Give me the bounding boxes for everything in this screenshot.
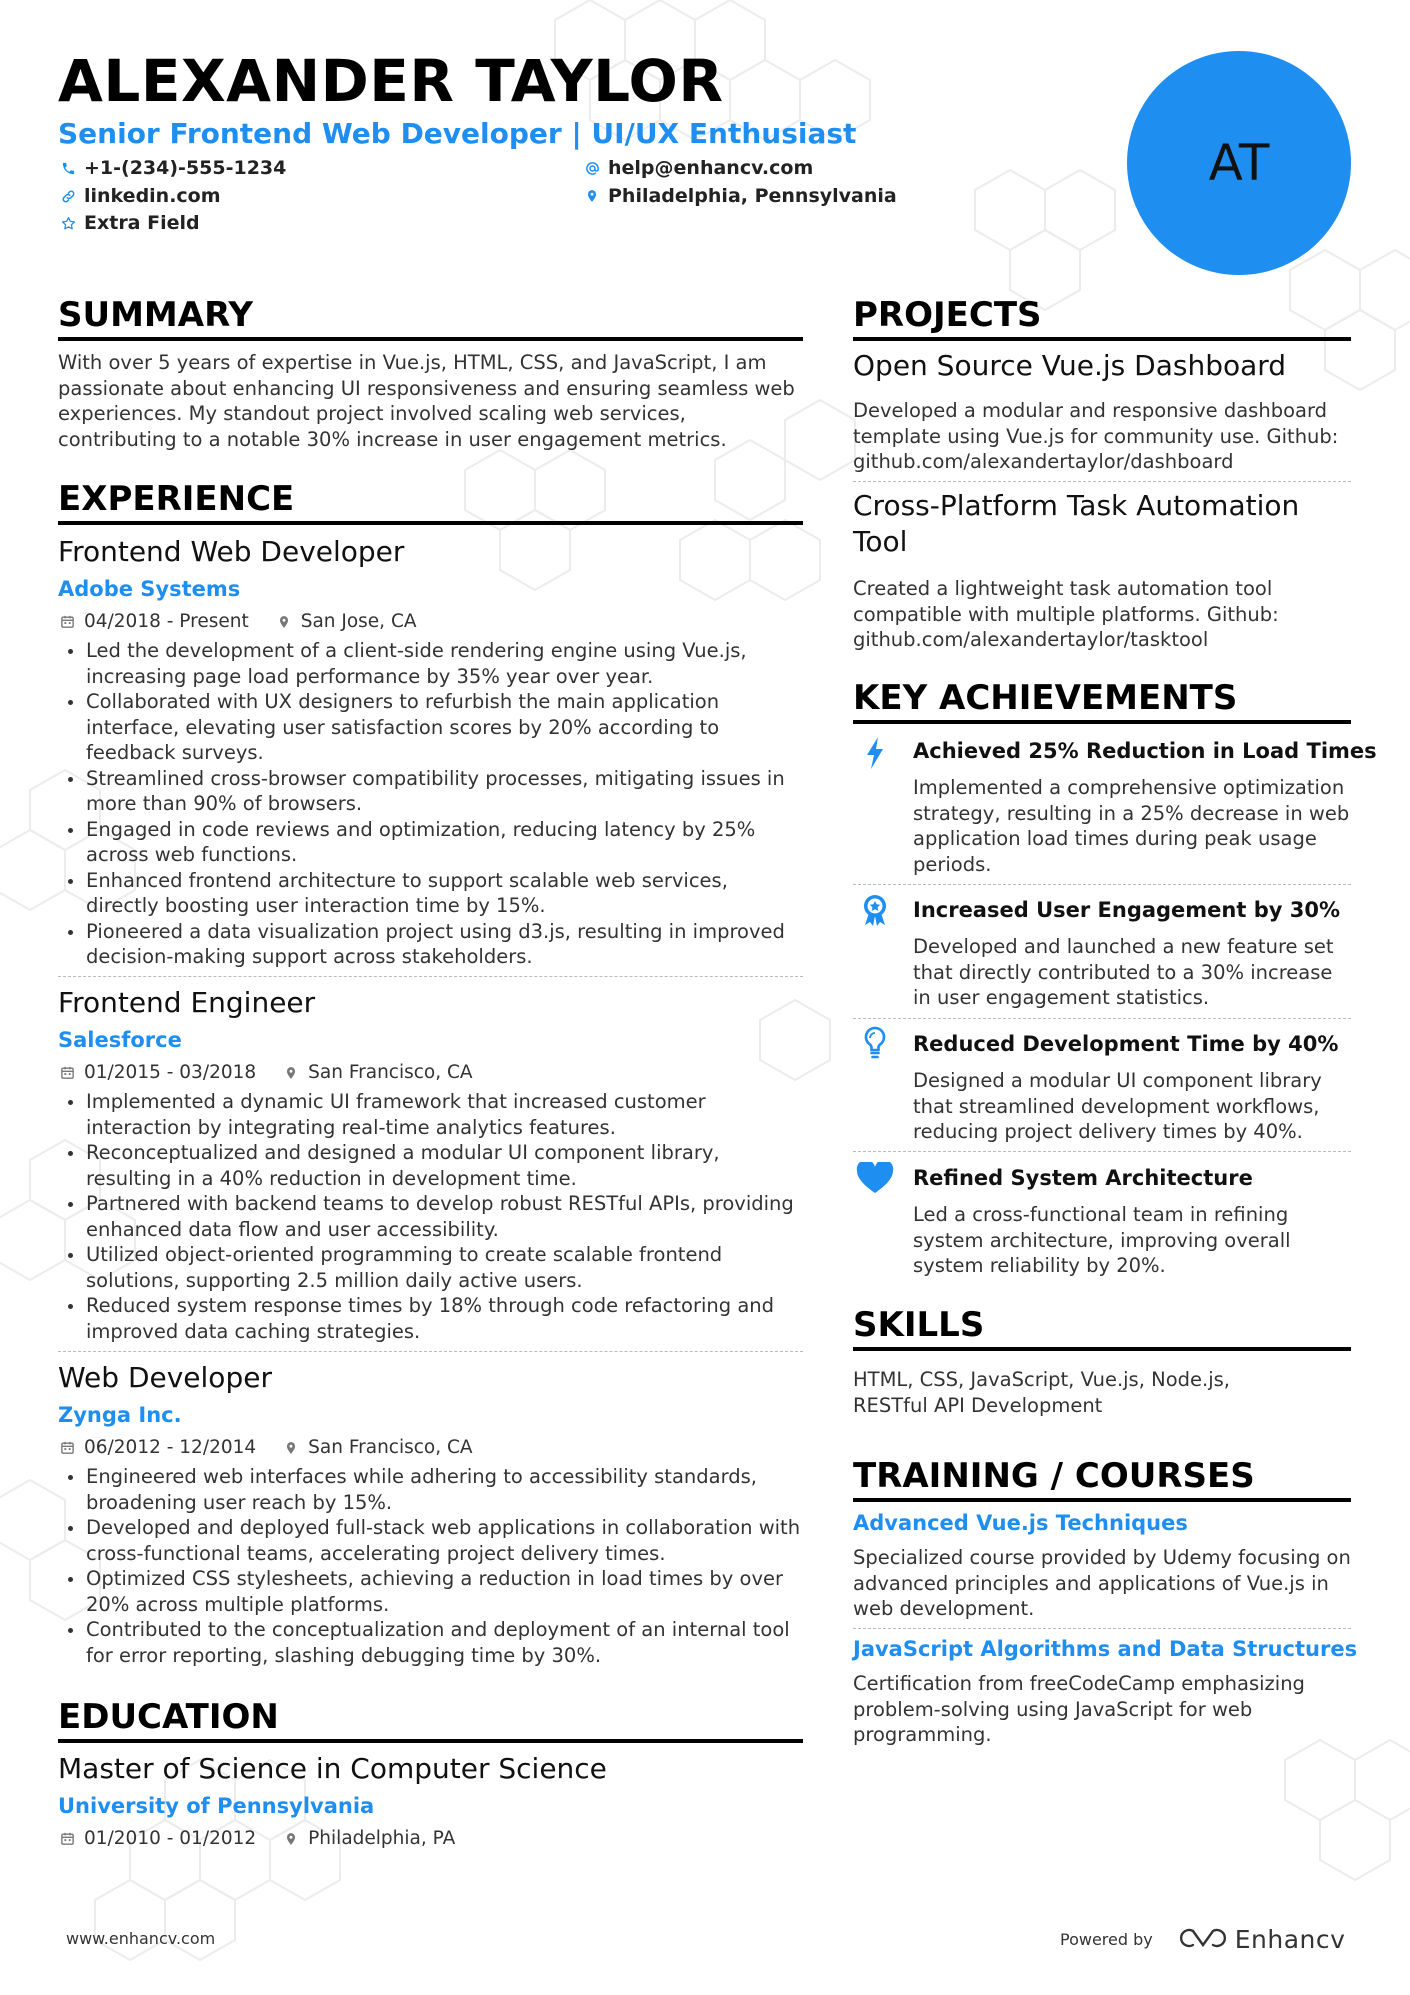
job-location: San Francisco, CA [308,1437,473,1458]
location-pin-icon [584,188,600,204]
award-ribbon-icon [860,893,890,927]
job-meta [60,1436,473,1460]
calendar-icon [60,1065,76,1081]
location-pin-icon [284,1831,300,1847]
list-item: Engineered web interfaces while adhering to accessibility standards, broadening user reach by 15%. [58,1464,803,1515]
project-desc: Developed a modular and responsive dashboard template using Vue.js for community use. Github: github.com/alexandertaylor/dashboard [853,399,1339,473]
divider [58,1351,803,1352]
projects-heading: PROJECTS [853,295,1351,341]
list-item: Collaborated with UX designers to refurbish the main application interface, elevating user satisfaction scores by 20% according to feedback surveys. [58,689,803,766]
at-sign-icon [584,160,600,176]
education-heading: EDUCATION [58,1697,803,1743]
footer-powered-by[interactable] [1060,1925,1345,1954]
contact-phone[interactable] [60,155,286,181]
education-meta [60,1827,455,1851]
lightning-bolt-icon [860,736,890,770]
job-company: Adobe Systems [58,577,241,601]
job-dates: 01/2015 - 03/2018 [84,1062,257,1083]
divider [58,976,803,977]
candidate-name: ALEXANDER TAYLOR [58,47,724,115]
contact-email[interactable] [584,155,813,181]
experience-heading: EXPERIENCE [58,479,803,525]
achievement-desc: Implemented a comprehensive optimization strategy, resulting in a 25% decrease in web application load times during peak usage periods. [913,776,1350,876]
job-meta [60,610,417,634]
training-heading: TRAINING / COURSES [853,1456,1351,1502]
job-bullets [58,1464,803,1668]
job-bullets [58,638,803,970]
achievement-desc: Designed a modular UI component library that streamlined development workflows, reducing project delivery times by 40%. [913,1069,1322,1143]
course-title: JavaScript Algorithms and Data Structures [853,1637,1358,1661]
achievement-title: Increased User Engagement by 30% [913,898,1341,922]
project-title: Open Source Vue.js Dashboard [853,349,1287,382]
education-school: University of Pennsylvania [58,1794,375,1818]
achievement-title: Reduced Development Time by 40% [913,1032,1339,1056]
divider [853,1018,1351,1019]
job-dates: 06/2012 - 12/2014 [84,1437,257,1458]
job-meta [60,1061,473,1085]
list-item: Enhanced frontend architecture to support scalable web services, directly boosting user interaction time by 15%. [58,868,803,919]
powered-by-label: Powered by [1060,1930,1153,1949]
divider [853,481,1351,482]
footer-website[interactable]: www.enhancv.com [66,1929,216,1948]
list-item: Engaged in code reviews and optimization, reducing latency by 25% across web functions. [58,817,803,868]
achievement-desc: Developed and launched a new feature set that directly contributed to a 30% increase in user engagement statistics. [913,935,1334,1009]
calendar-icon [60,1831,76,1847]
divider [853,1628,1351,1629]
course-desc: Certification from freeCodeCamp emphasizing problem-solving using JavaScript for web programming. [853,1672,1305,1746]
link-icon [60,188,76,204]
phone-text: +1-(234)-555-1234 [84,157,287,179]
star-icon [60,215,76,231]
job-location: San Jose, CA [300,611,417,632]
list-item: Pioneered a data visualization project using d3.js, resulting in improved decision-making support across stakeholders. [58,919,803,970]
location-pin-icon [284,1065,300,1081]
job-location: San Francisco, CA [308,1062,473,1083]
job-title: Frontend Web Developer [58,535,405,568]
enhancv-brand: Enhancv [1234,1925,1346,1954]
linkedin-text: linkedin.com [84,185,221,207]
extra-field-text: Extra Field [84,212,200,234]
list-item: Developed and deployed full-stack web applications in collaboration with cross-functional teams, accelerating project delivery times. [58,1515,803,1566]
candidate-subtitle: Senior Frontend Web Developer | UI/UX Enthusiast [58,117,857,150]
education-dates: 01/2010 - 01/2012 [84,1828,257,1849]
list-item: Utilized object-oriented programming to create scalable frontend solutions, supporting 2.5 million daily active users. [58,1242,803,1293]
skills-heading: SKILLS [853,1305,1351,1351]
location-text: Philadelphia, Pennsylvania [608,185,897,207]
enhancv-logo-icon [1179,1926,1227,1954]
job-company: Salesforce [58,1028,182,1052]
list-item: Optimized CSS stylesheets, achieving a reduction in load times by over 20% across multiple platforms. [58,1566,803,1617]
avatar-initials: AT [1208,134,1270,192]
project-title: Cross-Platform Task Automation Tool [853,489,1300,558]
summary-text: With over 5 years of expertise in Vue.js, HTML, CSS, and JavaScript, I am passionate about enhancing UI responsiveness and ensuring seamless web experiences. My standout project involved scaling web services, contributing to a notable 30% increase in user engagement metrics. [58,351,795,451]
job-bullets [58,1089,803,1344]
achievement-desc: Led a cross-functional team in refining system architecture, improving overall system reliability by 20%. [913,1203,1291,1277]
project-desc: Created a lightweight task automation tool compatible with multiple platforms. Github: github.com/alexandertaylor/tasktool [853,577,1279,651]
contact-extra-field [60,210,200,236]
education-location: Philadelphia, PA [308,1828,456,1849]
achievement-title: Achieved 25% Reduction in Load Times [913,739,1377,763]
job-title: Frontend Engineer [58,986,316,1019]
list-item: Implemented a dynamic UI framework that increased customer interaction by integrating real-time analytics features. [58,1089,803,1140]
list-item: Reconceptualized and designed a modular UI component library, resulting in a 40% reduction in development time. [58,1140,803,1191]
summary-heading: SUMMARY [58,295,803,341]
calendar-icon [60,614,76,630]
achievement-title: Refined System Architecture [913,1166,1253,1190]
list-item: Streamlined cross-browser compatibility processes, mitigating issues in more than 90% of browsers. [58,766,803,817]
location-pin-icon [277,614,293,630]
contact-linkedin[interactable] [60,183,221,209]
list-item: Led the development of a client-side rendering engine using Vue.js, increasing page load performance by 35% year over year. [58,638,803,689]
lightbulb-icon [860,1026,890,1060]
divider [853,1151,1351,1152]
skills-text: HTML, CSS, JavaScript, Vue.js, Node.js, RESTful API Development [853,1368,1230,1417]
course-title: Advanced Vue.js Techniques [853,1511,1188,1535]
location-pin-icon [284,1440,300,1456]
job-company: Zynga Inc. [58,1403,182,1427]
course-desc: Specialized course provided by Udemy focusing on advanced principles and applications of Vue.js in web development. [853,1546,1351,1620]
job-title: Web Developer [58,1361,272,1394]
calendar-icon [60,1440,76,1456]
avatar [1127,51,1351,275]
divider [853,884,1351,885]
contact-location [584,183,897,209]
phone-icon [60,160,76,176]
achievements-heading: KEY ACHIEVEMENTS [853,678,1351,724]
list-item: Contributed to the conceptualization and deployment of an internal tool for error reporting, slashing debugging time by 30%. [58,1617,803,1668]
job-dates: 04/2018 - Present [84,611,249,632]
list-item: Partnered with backend teams to develop robust RESTful APIs, providing enhanced data flow and user accessibility. [58,1191,803,1242]
email-text: help@enhancv.com [608,157,814,179]
heart-icon [856,1162,894,1196]
education-degree: Master of Science in Computer Science [58,1752,607,1785]
list-item: Reduced system response times by 18% through code refactoring and improved data caching strategies. [58,1293,803,1344]
